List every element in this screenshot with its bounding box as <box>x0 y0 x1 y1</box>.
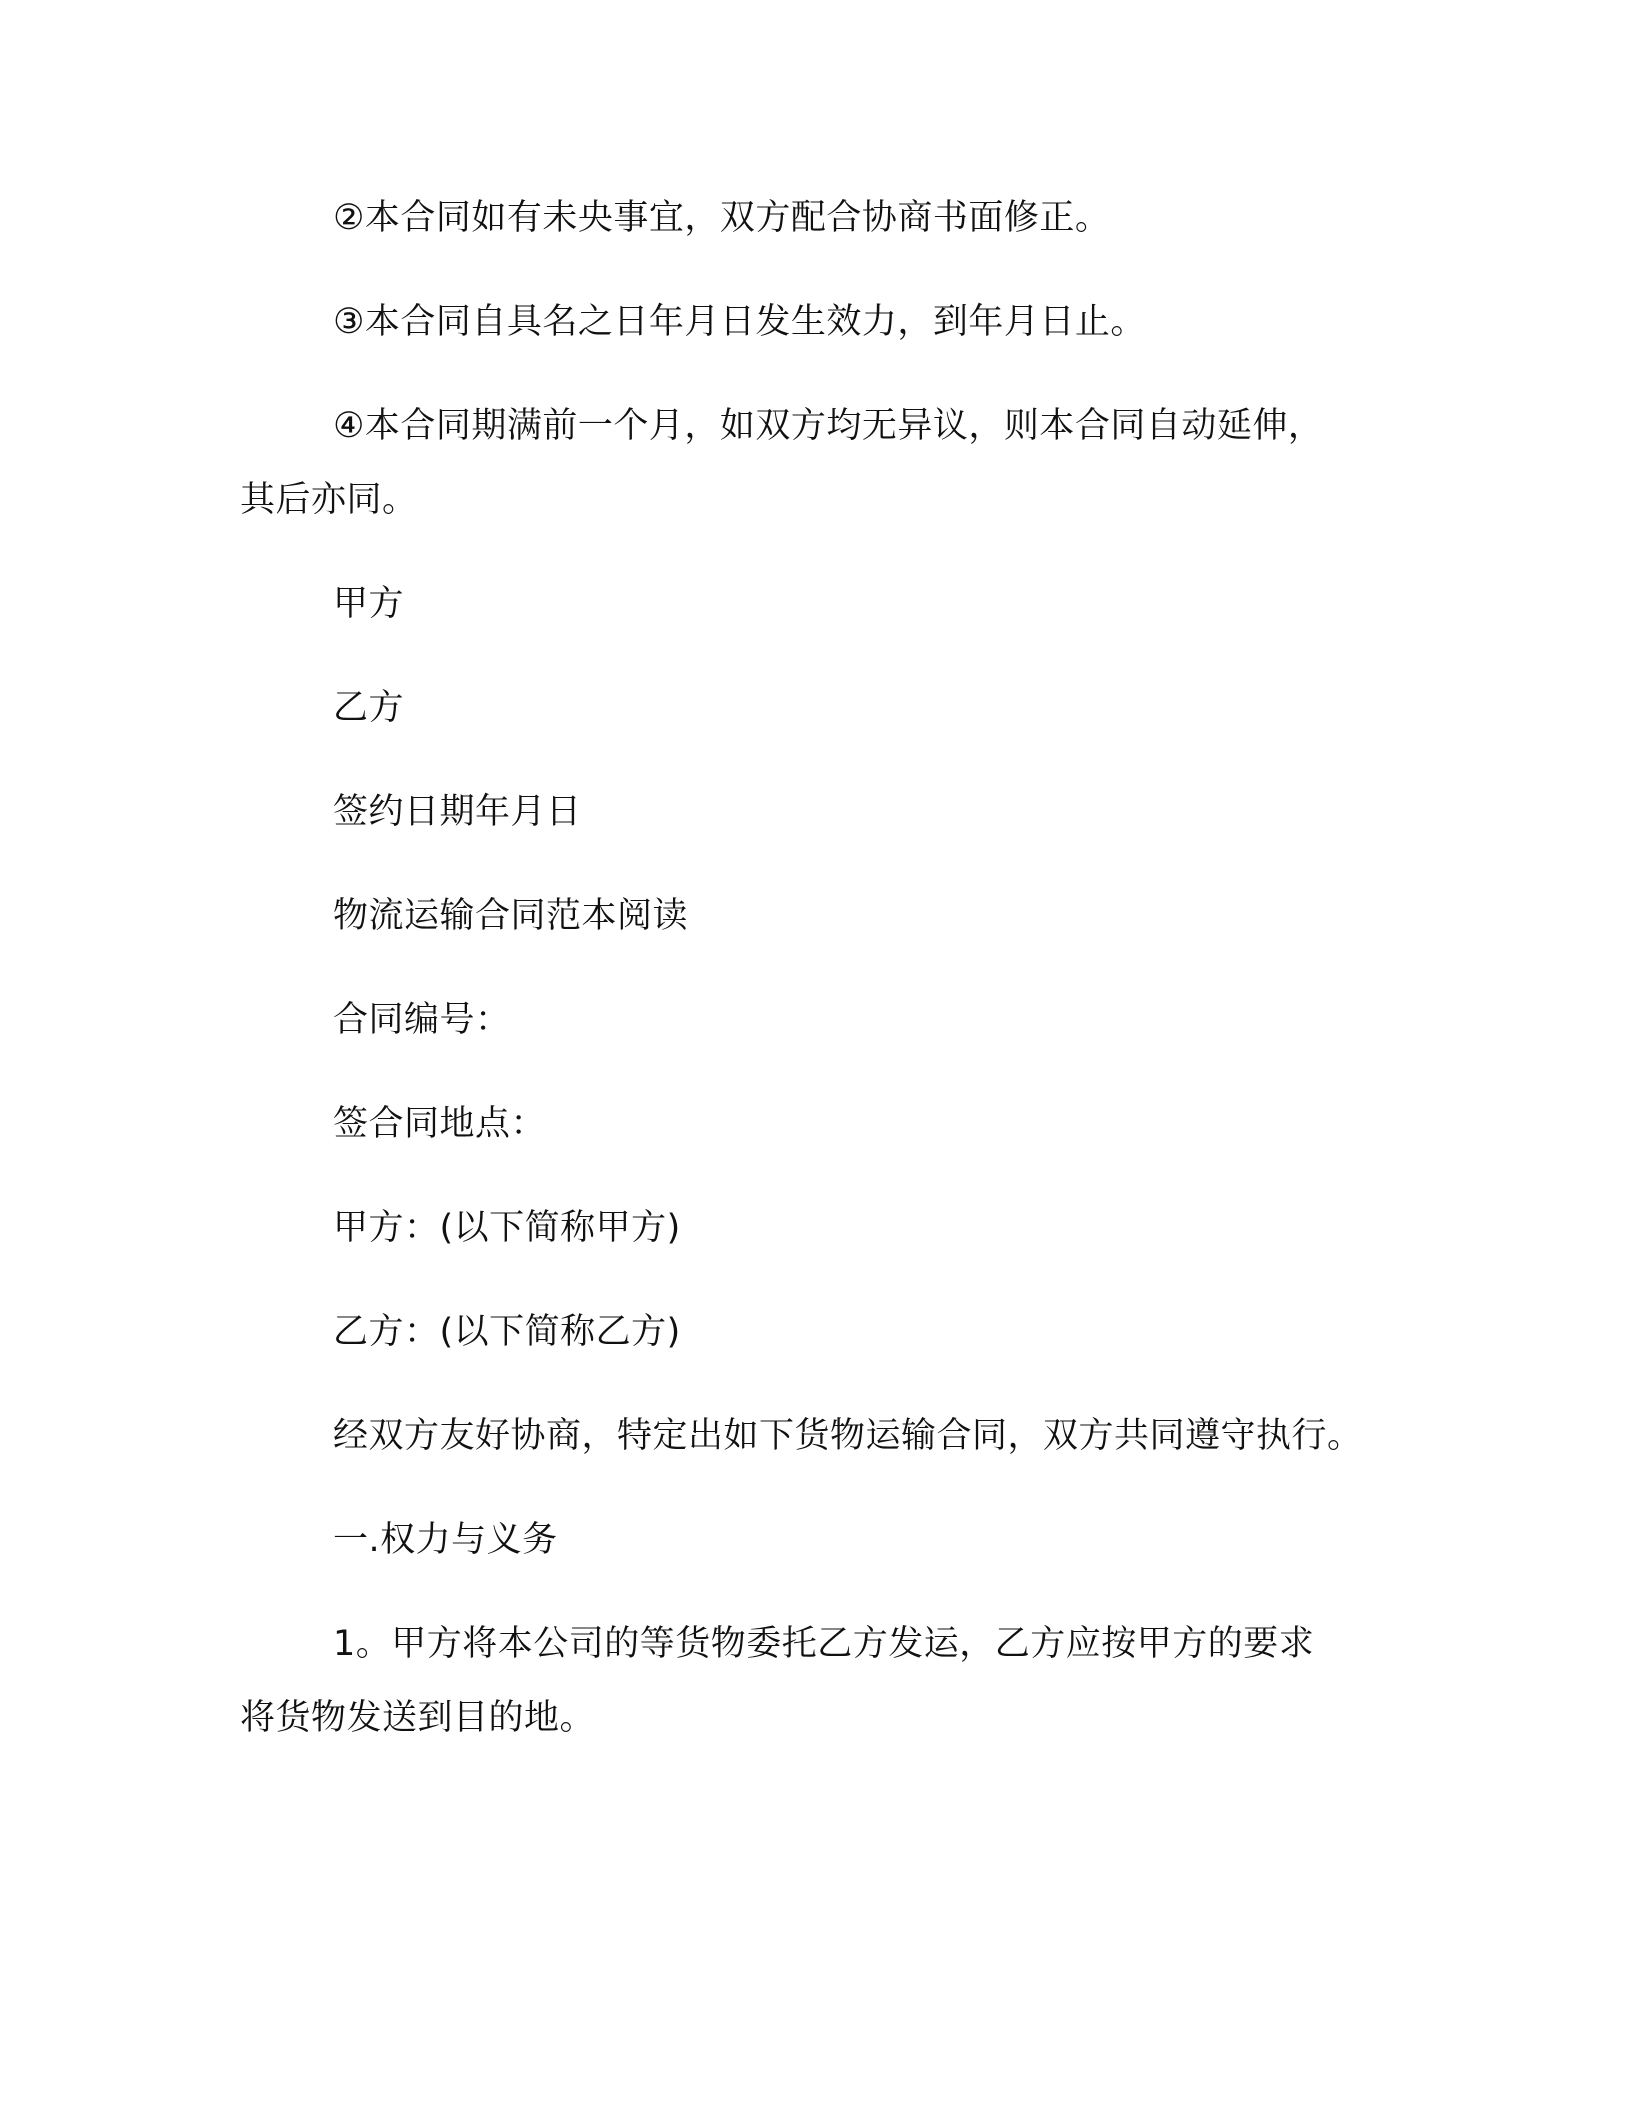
clause-1-line2: 将货物发送到目的地。 <box>240 1698 596 1738</box>
party-a-signature-label: 甲方 <box>333 584 405 624</box>
clause-1-line1: 1。甲方将本公司的等货物委托乙方发运，乙方应按甲方的要求 <box>333 1624 1315 1664</box>
clause-3-effective-date: ③本合同自具名之日年月日发生效力，到年月日止。 <box>333 302 1146 342</box>
clause-4-renewal-line2: 其后亦同。 <box>240 480 418 520</box>
preamble-paragraph: 经双方友好协商，特定出如下货物运输合同，双方共同遵守执行。 <box>333 1416 1363 1456</box>
contract-number-label: 合同编号： <box>333 1000 511 1040</box>
section-1-heading: 一.权力与义务 <box>333 1520 558 1560</box>
clause-4-renewal-line1: ④本合同期满前一个月，如双方均无异议，则本合同自动延伸， <box>333 406 1324 446</box>
party-a-full-label: 甲方：(以下简称甲方) <box>333 1208 681 1248</box>
party-b-full-label: 乙方：(以下简称乙方) <box>333 1312 681 1352</box>
sign-place-label: 签合同地点： <box>333 1104 547 1144</box>
sign-date-label: 签约日期年月日 <box>333 792 582 832</box>
party-b-signature-label: 乙方 <box>333 688 405 728</box>
clause-2-amendment: ②本合同如有未央事宜，双方配合协商书面修正。 <box>333 198 1111 238</box>
document-title: 物流运输合同范本阅读 <box>333 896 689 936</box>
